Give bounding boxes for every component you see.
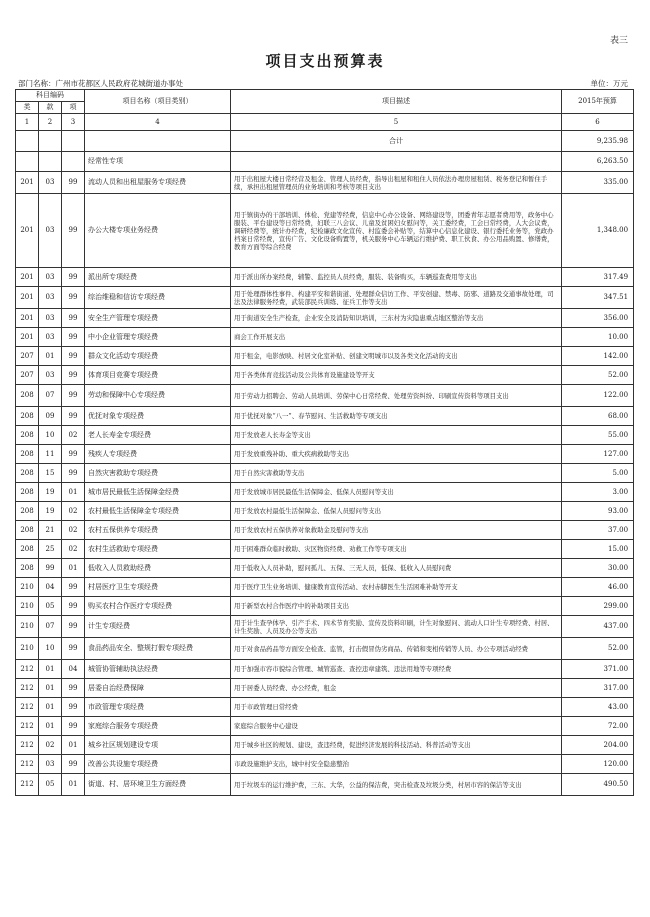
kuan-cell: 10 <box>39 426 62 445</box>
project-name-cell: 食品药品安全、整规打假专项经费 <box>85 638 231 660</box>
lei-cell: 208 <box>16 540 39 559</box>
amount-cell: 299.00 <box>562 597 634 616</box>
xiang-cell: 99 <box>62 309 85 328</box>
amount-cell: 93.00 <box>562 502 634 521</box>
description-cell: 用于市政管理日常经费 <box>231 698 562 717</box>
description-header: 项目描述 <box>231 90 562 114</box>
lei-cell: 208 <box>16 426 39 445</box>
kuan-cell: 04 <box>39 578 62 597</box>
lei-cell: 201 <box>16 268 39 287</box>
kuan-cell: 02 <box>39 736 62 755</box>
project-name-cell: 中小企业管理专项经费 <box>85 328 231 347</box>
project-name-header: 项目名称（项目类别） <box>85 90 231 114</box>
kuan-cell: 01 <box>39 717 62 736</box>
amount-cell: 317.49 <box>562 268 634 287</box>
description-cell: 用于处理群体性事件、构建平安和谐街道、处理群众信访工作、平安创建、禁毒、防邪、道路及交通事故处理，司法及法律服务经费，武装部民兵训练、征兵工作等支出 <box>231 287 562 309</box>
lei-cell: 210 <box>16 578 39 597</box>
page-label: 表三 <box>609 36 628 46</box>
subject-code-header: 科目编码 <box>16 90 85 102</box>
project-name-cell: 改善公共设施专项经费 <box>85 755 231 774</box>
amount-cell: 120.00 <box>562 755 634 774</box>
kuan-cell: 07 <box>39 385 62 407</box>
project-name-cell: 派出所专项经费 <box>85 268 231 287</box>
description-cell: 用于对食品药品等方面安全检查、监管，打击假冒伪劣商品、传销和变相传销等人员、办公专项活动经费 <box>231 638 562 660</box>
table-row <box>16 287 634 309</box>
kuan-cell: 05 <box>39 774 62 796</box>
xiang-cell: 99 <box>62 464 85 483</box>
xiang-cell: 01 <box>62 774 85 796</box>
project-name-cell: 劳动和保障中心专项经费 <box>85 385 231 407</box>
amount-cell: 127.00 <box>562 445 634 464</box>
description-cell: 用于各类体育竞技活动及公共体育设施建设等开支 <box>231 366 562 385</box>
amount-cell: 142.00 <box>562 347 634 366</box>
table-row <box>16 426 634 445</box>
amount-cell: 317.00 <box>562 679 634 698</box>
xiang-cell: 99 <box>62 755 85 774</box>
amount-cell: 347.51 <box>562 287 634 309</box>
budget-table <box>15 89 634 796</box>
lei-cell: 207 <box>16 366 39 385</box>
table-row <box>16 328 634 347</box>
lei-cell: 210 <box>16 597 39 616</box>
lei-cell: 212 <box>16 736 39 755</box>
xiang-cell: 99 <box>62 407 85 426</box>
kuan-cell: 05 <box>39 597 62 616</box>
project-name-cell: 城市居民最低生活保障金经费 <box>85 483 231 502</box>
xiang-cell: 99 <box>62 268 85 287</box>
kuan-cell: 09 <box>39 407 62 426</box>
xiang-header: 项 <box>62 102 85 114</box>
table-row <box>16 385 634 407</box>
department-name: 部门名称：广州市花都区人民政府花城街道办事处 <box>18 79 183 88</box>
xiang-cell: 02 <box>62 521 85 540</box>
table-row <box>16 597 634 616</box>
description-cell: 用于发放老人长寿金等支出 <box>231 426 562 445</box>
table-row <box>16 268 634 287</box>
table-row <box>16 464 634 483</box>
lei-cell: 201 <box>16 328 39 347</box>
project-name-cell: 居委自治经费保障 <box>85 679 231 698</box>
lei-cell: 208 <box>16 483 39 502</box>
kuan-cell: 19 <box>39 483 62 502</box>
xiang-cell: 01 <box>62 559 85 578</box>
project-name-cell: 低收入人员救助经费 <box>85 559 231 578</box>
amount-cell: 5.00 <box>562 464 634 483</box>
table-row <box>16 483 634 502</box>
project-name-cell: 群众文化活动专项经费 <box>85 347 231 366</box>
xiang-cell: 02 <box>62 502 85 521</box>
description-cell: 用于派出所办案经费，辅警、监控员人员经费，服装、装备购买，车辆巡查费用等支出 <box>231 268 562 287</box>
amount-cell: 15.00 <box>562 540 634 559</box>
amount-cell: 68.00 <box>562 407 634 426</box>
kuan-cell: 01 <box>39 698 62 717</box>
lei-cell: 212 <box>16 698 39 717</box>
xiang-cell: 02 <box>62 540 85 559</box>
project-name-cell: 家庭综合服务专项经费 <box>85 717 231 736</box>
index-cell: 4 <box>85 114 231 131</box>
kuan-cell: 25 <box>39 540 62 559</box>
total-label: 合计 <box>231 131 562 152</box>
xiang-cell: 99 <box>62 172 85 194</box>
document-title: 项目支出预算表 <box>265 52 385 70</box>
project-name-cell: 安全生产管理专项经费 <box>85 309 231 328</box>
lei-header: 类 <box>16 102 39 114</box>
description-cell: 用于镇街办的干部培训、体检、党建等经费，信息中心办公设备、网络建设等，团委青年志愿者费用等，政务中心服装、平台建设等日常经费，妇联三八会议、儿童及贫困妇女慰问等，关工委经费，工会日常经费，人大会议费，调研经费等，统计办经费，纪检廉政文化宣传、村监委会补贴等，结算中心信息化建设、银行委托业务等，党政办档案日常经费，宣传广告、文化设备购置等，机关服务中心车辆运行维护费、职工伙食、办公用品购置、修缮费，教育方面等综合经费 <box>231 194 562 268</box>
project-name-cell: 办公大楼专项业务经费 <box>85 194 231 268</box>
lei-cell: 210 <box>16 638 39 660</box>
description-cell: 用于发放城市居民最低生活保障金、低保人员慰问等支出 <box>231 483 562 502</box>
xiang-cell: 99 <box>62 194 85 268</box>
kuan-cell: 03 <box>39 309 62 328</box>
table-row <box>16 755 634 774</box>
xiang-cell: 01 <box>62 483 85 502</box>
description-cell: 用于加强市容市貌综合管理、城管巡查、查控违章建筑、违法用地等专项经费 <box>231 660 562 679</box>
subtotal-row <box>16 152 634 172</box>
table-row <box>16 559 634 578</box>
description-cell: 用于发放重残补助、重大疾病救助等支出 <box>231 445 562 464</box>
lei-cell: 212 <box>16 774 39 796</box>
index-cell: 5 <box>231 114 562 131</box>
table-row <box>16 717 634 736</box>
xiang-cell: 99 <box>62 638 85 660</box>
xiang-cell: 99 <box>62 385 85 407</box>
lei-cell: 208 <box>16 559 39 578</box>
table-row <box>16 698 634 717</box>
description-cell: 家庭综合服务中心建设 <box>231 717 562 736</box>
amount-cell: 437.00 <box>562 616 634 638</box>
description-cell: 用于垃圾车的运行维护费，三东、大华，公益的保洁费，突击检查及垃圾分类，村居市容的保洁等支出 <box>231 774 562 796</box>
index-cell: 3 <box>62 114 85 131</box>
table-row <box>16 736 634 755</box>
amount-cell: 10.00 <box>562 328 634 347</box>
lei-cell: 207 <box>16 347 39 366</box>
amount-cell: 122.00 <box>562 385 634 407</box>
xiang-cell: 99 <box>62 445 85 464</box>
amount-cell: 43.00 <box>562 698 634 717</box>
kuan-cell: 03 <box>39 755 62 774</box>
lei-cell: 212 <box>16 755 39 774</box>
table-row <box>16 309 634 328</box>
table-row <box>16 578 634 597</box>
xiang-cell: 99 <box>62 328 85 347</box>
description-cell: 用于医疗卫生业务培训、健康教育宣传活动、农村赤脚医生生活困难补助等开支 <box>231 578 562 597</box>
amount-cell: 72.00 <box>562 717 634 736</box>
project-name-cell: 老人长寿金专项经费 <box>85 426 231 445</box>
index-cell: 1 <box>16 114 39 131</box>
lei-cell: 201 <box>16 194 39 268</box>
xiang-cell: 99 <box>62 366 85 385</box>
kuan-cell: 11 <box>39 445 62 464</box>
project-name-cell: 街道、村、居环境卫生方面经费 <box>85 774 231 796</box>
table-row <box>16 540 634 559</box>
kuan-cell: 01 <box>39 347 62 366</box>
xiang-cell: 99 <box>62 679 85 698</box>
project-name-cell: 体育项目竞赛专项经费 <box>85 366 231 385</box>
table-row <box>16 679 634 698</box>
lei-cell: 208 <box>16 407 39 426</box>
xiang-cell: 01 <box>62 736 85 755</box>
table-row <box>16 366 634 385</box>
subtotal-label: 经常性专项 <box>85 152 231 172</box>
table-row <box>16 638 634 660</box>
amount-cell: 30.00 <box>562 559 634 578</box>
table-row <box>16 521 634 540</box>
amount-cell: 52.00 <box>562 366 634 385</box>
kuan-cell: 03 <box>39 366 62 385</box>
xiang-cell: 04 <box>62 660 85 679</box>
description-cell: 用于居委人员经费、办公经费，租金 <box>231 679 562 698</box>
xiang-cell: 99 <box>62 717 85 736</box>
description-cell: 用于优抚对象“八一”、春节慰问、生活救助等专项支出 <box>231 407 562 426</box>
project-name-cell: 残疾人专项经费 <box>85 445 231 464</box>
lei-cell: 212 <box>16 717 39 736</box>
kuan-cell: 01 <box>39 679 62 698</box>
total-row <box>16 131 634 152</box>
description-cell: 用于自然灾害救助等支出 <box>231 464 562 483</box>
table-row <box>16 347 634 366</box>
lei-cell: 201 <box>16 287 39 309</box>
description-cell: 用于劳动力招聘会、劳动人员培训、劳保中心日常经费、处理劳资纠纷、印刷宣传资料等项目支出 <box>231 385 562 407</box>
project-name-cell: 优抚对象专项经费 <box>85 407 231 426</box>
lei-cell: 210 <box>16 616 39 638</box>
total-value: 9,235.98 <box>562 131 634 152</box>
lei-cell: 208 <box>16 464 39 483</box>
xiang-cell: 02 <box>62 426 85 445</box>
description-cell: 商会工作开展支出 <box>231 328 562 347</box>
kuan-cell: 03 <box>39 172 62 194</box>
description-cell: 用于街道安全生产检查，企业安全及消防知识培训，三东村为灾隐患重点地区整治等支出 <box>231 309 562 328</box>
project-name-cell: 市政管理专项经费 <box>85 698 231 717</box>
lei-cell: 208 <box>16 445 39 464</box>
project-name-cell: 计生专项经费 <box>85 616 231 638</box>
lei-cell: 212 <box>16 679 39 698</box>
xiang-cell: 99 <box>62 347 85 366</box>
description-cell: 用于租金，电影放映、村居文化室补贴、创建文明城市以及各类文化活动的支出 <box>231 347 562 366</box>
description-cell: 用于出租屋大楼日常经营及租金、管理人员经费，指导出租屋和租住人员依法办理房屋租赁、税务登记和暂住手续，承担出租屋管理员的业务培训和考核等项目支出 <box>231 172 562 194</box>
description-cell: 用于新型农村合作医疗中的补助项目支出 <box>231 597 562 616</box>
kuan-cell: 01 <box>39 660 62 679</box>
kuan-cell: 03 <box>39 287 62 309</box>
kuan-header: 款 <box>39 102 62 114</box>
kuan-cell: 15 <box>39 464 62 483</box>
project-name-cell: 城乡社区规划建设专项 <box>85 736 231 755</box>
amount-cell: 46.00 <box>562 578 634 597</box>
description-cell: 用于发放农村最低生活保障金、低保人员慰问等支出 <box>231 502 562 521</box>
lei-cell: 201 <box>16 309 39 328</box>
table-row <box>16 774 634 796</box>
index-cell: 2 <box>39 114 62 131</box>
project-name-cell: 村居医疗卫生专项经费 <box>85 578 231 597</box>
amount-cell: 52.00 <box>562 638 634 660</box>
description-cell: 用于发放农村五保供养对象救助金及慰问等支出 <box>231 521 562 540</box>
amount-cell: 55.00 <box>562 426 634 445</box>
project-name-cell: 城管协管辅助执法经费 <box>85 660 231 679</box>
project-name-cell: 农村五保供养专项经费 <box>85 521 231 540</box>
project-name-cell: 自然灾害救助专项经费 <box>85 464 231 483</box>
kuan-cell: 03 <box>39 328 62 347</box>
lei-cell: 208 <box>16 385 39 407</box>
budget-header: 2015年预算 <box>562 90 634 114</box>
lei-cell: 208 <box>16 502 39 521</box>
amount-cell: 3.00 <box>562 483 634 502</box>
description-cell: 用于困难群众临时救助、灾区物资经费、劝救工作等专项支出 <box>231 540 562 559</box>
xiang-cell: 99 <box>62 287 85 309</box>
amount-cell: 37.00 <box>562 521 634 540</box>
kuan-cell: 99 <box>39 559 62 578</box>
project-name-cell: 农村生活救助专项经费 <box>85 540 231 559</box>
table-row <box>16 660 634 679</box>
kuan-cell: 10 <box>39 638 62 660</box>
amount-cell: 356.00 <box>562 309 634 328</box>
xiang-cell: 99 <box>62 698 85 717</box>
xiang-cell: 99 <box>62 616 85 638</box>
index-cell: 6 <box>562 114 634 131</box>
lei-cell: 212 <box>16 660 39 679</box>
description-cell: 用于低收入人员补助，慰问孤儿、五保、三无人员，低保、低收入人员慰问费 <box>231 559 562 578</box>
table-row <box>16 172 634 194</box>
kuan-cell: 03 <box>39 268 62 287</box>
description-cell: 用于城乡社区的规划、建设，查违经费，促进经济发展的科技活动、科普活动等支出 <box>231 736 562 755</box>
xiang-cell: 99 <box>62 578 85 597</box>
description-cell: 用于计生查孕体孕、引产手术、四术节育奖励、宣传及资料印刷，计生对象慰问、流动人口计生专项经费、村居、计生奖励、人员及办公等支出 <box>231 616 562 638</box>
xiang-cell: 99 <box>62 597 85 616</box>
table-row <box>16 445 634 464</box>
project-name-cell: 流动人员和出租屋服务专项经费 <box>85 172 231 194</box>
lei-cell: 208 <box>16 521 39 540</box>
amount-cell: 335.00 <box>562 172 634 194</box>
table-row <box>16 616 634 638</box>
kuan-cell: 19 <box>39 502 62 521</box>
table-row <box>16 194 634 268</box>
unit-label: 单位：万元 <box>590 79 628 88</box>
table-row <box>16 502 634 521</box>
subtotal-value: 6,263.50 <box>562 152 634 172</box>
project-name-cell: 农村最低生活保障金专项经费 <box>85 502 231 521</box>
amount-cell: 371.00 <box>562 660 634 679</box>
kuan-cell: 07 <box>39 616 62 638</box>
table-row <box>16 407 634 426</box>
project-name-cell: 购买农村合作医疗专项经费 <box>85 597 231 616</box>
description-cell: 市政设施维护支出，城中村安全隐患整治 <box>231 755 562 774</box>
project-name-cell: 综治维稳和信访专项经费 <box>85 287 231 309</box>
amount-cell: 1,348.00 <box>562 194 634 268</box>
amount-cell: 204.00 <box>562 736 634 755</box>
lei-cell: 201 <box>16 172 39 194</box>
kuan-cell: 03 <box>39 194 62 268</box>
kuan-cell: 21 <box>39 521 62 540</box>
amount-cell: 490.50 <box>562 774 634 796</box>
